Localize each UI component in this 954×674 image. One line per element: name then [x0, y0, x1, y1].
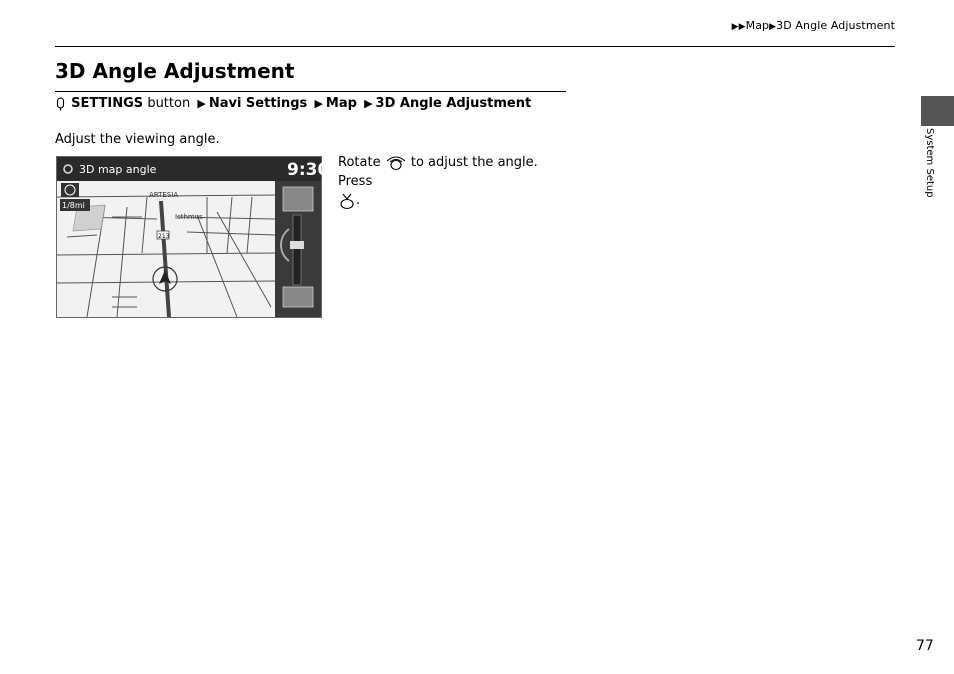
- title-rule: [55, 91, 566, 92]
- double-arrow-icon: ▶▶: [731, 22, 746, 32]
- page-title: 3D Angle Adjustment: [55, 59, 295, 83]
- street-label-top: ARTESIA: [149, 191, 179, 199]
- page-number: 77: [916, 638, 934, 654]
- street-label-mid: Isthmus: [175, 213, 203, 221]
- arrow-icon: ▶: [769, 22, 777, 32]
- path-arrow-icon: ▶: [197, 97, 206, 110]
- navigation-screen-image: [56, 156, 330, 318]
- angle-slider-track[interactable]: [293, 215, 301, 285]
- angle-slider-thumb[interactable]: [290, 241, 304, 249]
- path-arrow-icon: ▶: [364, 97, 373, 110]
- interface-dial-rotate-icon: [385, 154, 407, 172]
- breadcrumb: [732, 19, 895, 32]
- screen-header-title: 3D map angle: [79, 163, 157, 176]
- path-arrow-icon: ▶: [314, 97, 323, 110]
- section-tab: [921, 96, 954, 126]
- step-middle: to adjust the angle. Press: [338, 155, 538, 189]
- angle-low-view-icon[interactable]: [283, 287, 313, 307]
- path-button-word: button: [147, 96, 191, 111]
- settings-button-icon: [55, 97, 67, 111]
- angle-top-view-icon[interactable]: [283, 187, 313, 211]
- path-map: Map: [325, 96, 357, 111]
- map-screen: [57, 157, 330, 317]
- menu-path: [55, 96, 531, 111]
- section-label: System Setup: [924, 128, 935, 198]
- description: Adjust the viewing angle.: [55, 132, 220, 147]
- path-item: 3D Angle Adjustment: [375, 96, 532, 111]
- header-rule: [55, 46, 895, 47]
- interface-dial-press-icon: [338, 192, 356, 210]
- breadcrumb-map: Map: [745, 19, 770, 32]
- step-rotate: Rotate: [338, 155, 381, 170]
- route-shield-label: 213: [158, 233, 170, 240]
- scale-label: 1/8mi: [62, 201, 85, 210]
- path-settings: SETTINGS: [71, 96, 144, 111]
- step-end: .: [356, 193, 361, 208]
- screen-clock: 9:30: [287, 160, 330, 180]
- step-instruction: [338, 153, 570, 210]
- breadcrumb-current: 3D Angle Adjustment: [776, 19, 895, 32]
- path-navi-settings: Navi Settings: [208, 96, 308, 111]
